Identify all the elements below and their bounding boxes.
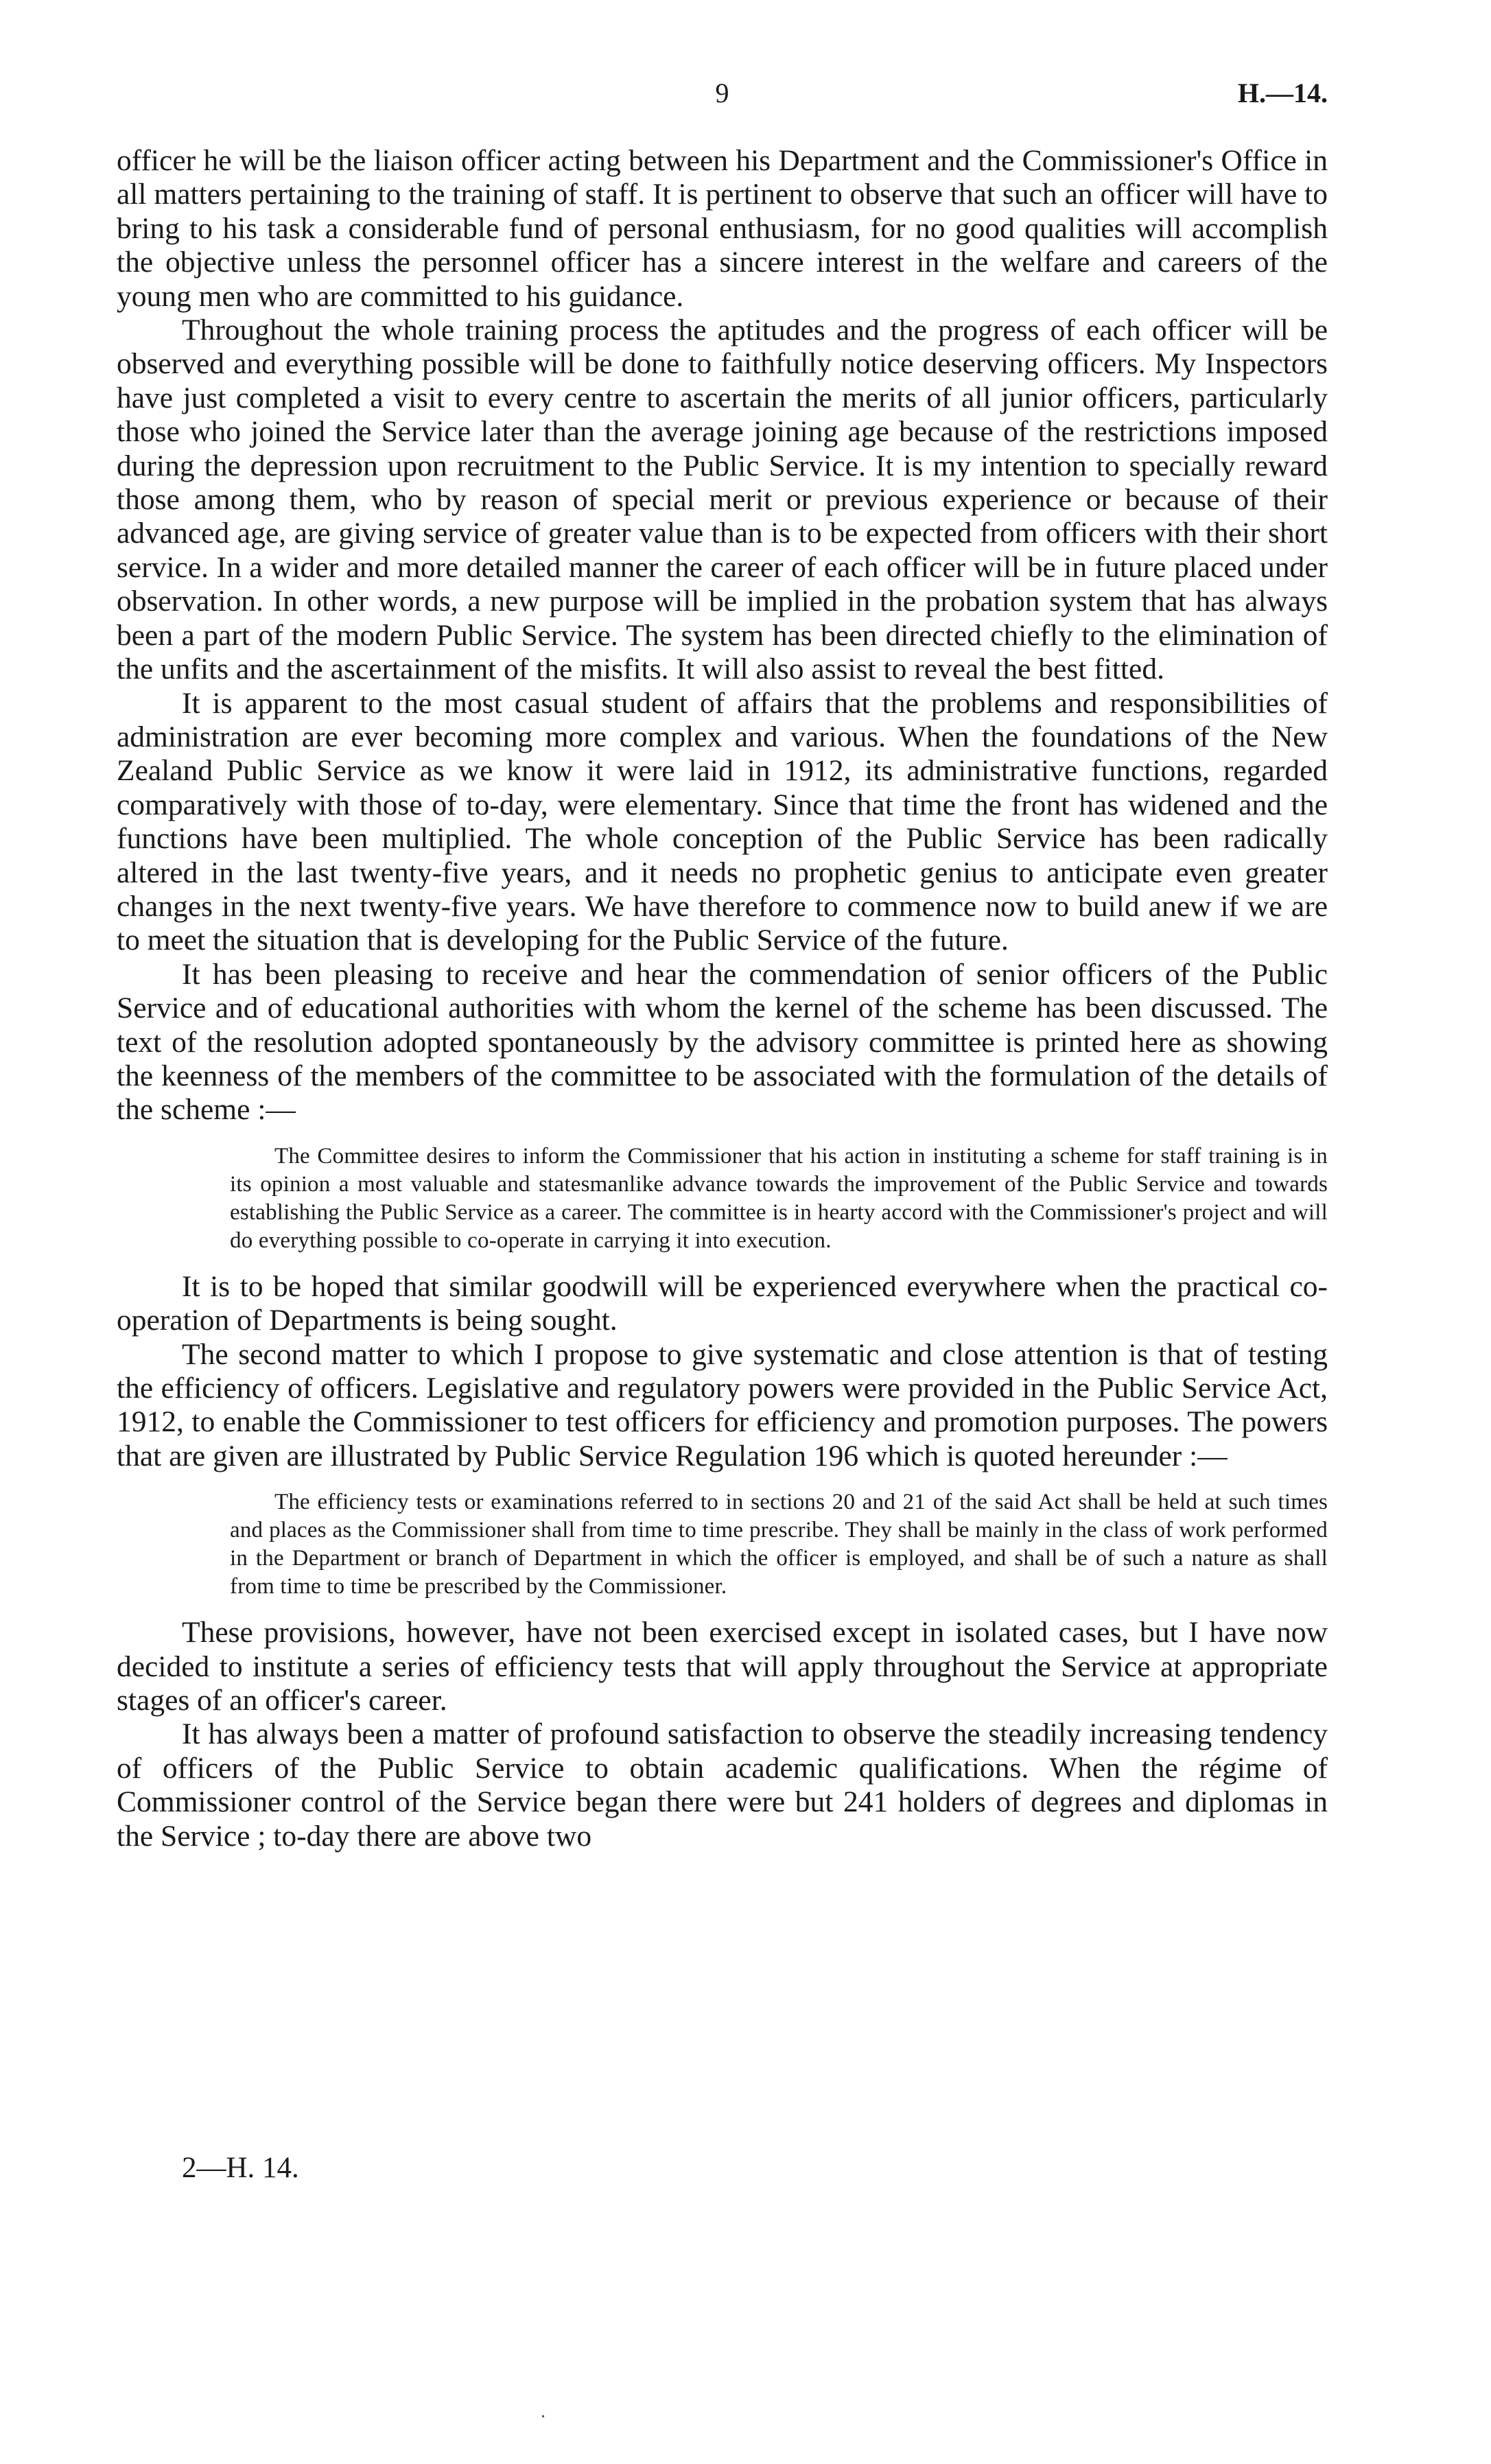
paragraph-academic: It has always been a matter of profound satisfaction to observe the steadily increasing tendency of officers of the Public Service to obtain academic qualifications. When the régime of Commissioner control of the Service began there were but 241 holders of degrees and diplomas in the Service ; to-day there are above two <box>117 1717 1328 1853</box>
paragraph-continuation: officer he will be the liaison officer acting between his Department and the Commissioner's Office in all matters pertaining to the training of staff. It is pertinent to observe that such an officer will have to bring to his task a considerable fund of personal enthusiasm, for no good qualities will accomplish the objective unless the personnel officer has a sincere interest in the welfare and careers of the young men who are committed to his guidance. <box>117 144 1328 313</box>
paragraph-goodwill: It is to be hoped that similar goodwill will be experienced everywhere when the practical co-operation of Departments is being sought. <box>117 1269 1328 1337</box>
quote-regulation-196 <box>230 1488 1328 1601</box>
signature-mark: 2—H. 14. <box>182 2152 299 2184</box>
paragraph-efficiency: The second matter to which I propose to give systematic and close attention is that of testing the efficiency of officers. Legislative and regulatory powers were provided in the Public Service Act, 1912, to enable the Commissioner to test officers for efficiency and promotion purposes. The powers that are given are illustrated by Public Service Regulation 196 which is quoted hereunder :— <box>117 1337 1328 1472</box>
paragraph-training-process: Throughout the whole training process the aptitudes and the progress of each officer will be observed and everything possible will be done to faithfully notice deserving officers. My Inspectors have just completed a visit to every centre to ascertain the merits of all junior officers, particularly those who joined the Service later than the average joining age because of the restrictions imposed during the depression upon recruitment to the Public Service. It is my intention to specially reward those among them, who by reason of special merit or previous experience or because of their advanced age, are giving service of greater value than is to be expected from officers with their short service. In a wider and more detailed manner the career of each officer will be in future placed under observation. In other words, a new purpose will be implied in the probation system that has always been a part of the modern Public Service. The system has been directed chiefly to the elimination of the unfits and the ascertainment of the misfits. It will also assist to reveal the best fitted. <box>117 314 1328 686</box>
page-number: 9 <box>715 78 729 108</box>
quote-committee-text: The Committee desires to inform the Commissioner that his action in instituting a scheme for staff training is in its opinion a most valuable and statesmanlike advance towards the improvement of the Public Service and towards establishing the Public Service as a career. The committee is in hearty accord with the Commissioner's project and will do everything possible to co-operate in carrying it into execution. <box>230 1143 1328 1253</box>
print-speck <box>542 2415 544 2417</box>
paragraph-commendation: It has been pleasing to receive and hear the commendation of senior officers of the Public Service and of educational authorities with whom the kernel of the scheme has been discussed. The text of the resolution adopted spontaneously by the advisory committee is printed here as showing the keenness of the members of the committee to be associated with the formulation of the details of the scheme :— <box>117 957 1328 1127</box>
document-page <box>117 0 1328 2464</box>
paragraph-provisions: These provisions, however, have not been exercised except in isolated cases, but I have now decided to institute a series of efficiency tests that will apply throughout the Service at appropriate stages of an officer's career. <box>117 1616 1328 1717</box>
paragraph-administration: It is apparent to the most casual student of affairs that the problems and responsibilities of administration are ever becoming more complex and various. When the foundations of the New Zealand Public Service as we know it were laid in 1912, its administrative functions, regarded comparatively with those of to-day, were elementary. Since that time the front has widened and the functions have been multiplied. The whole conception of the Public Service has been radically altered in the last twenty-five years, and it needs no prophetic genius to anticipate even greater changes in the next twenty-five years. We have therefore to commence now to build anew if we are to meet the situation that is developing for the Public Service of the future. <box>117 686 1328 957</box>
document-code: H.—14. <box>1237 78 1328 108</box>
quote-regulation-text: The efficiency tests or examinations referred to in sections 20 and 21 of the said Act shall be held at such times and places as the Commissioner shall from time to time prescribe. They shall be mainly in the class of work performed in the Department or branch of Department in which the officer is employed, and shall be of such a nature as shall from time to time be prescribed by the Commissioner. <box>230 1490 1328 1599</box>
page-header <box>117 77 1328 118</box>
body-text <box>117 144 1328 1853</box>
quote-committee-resolution <box>230 1142 1328 1255</box>
